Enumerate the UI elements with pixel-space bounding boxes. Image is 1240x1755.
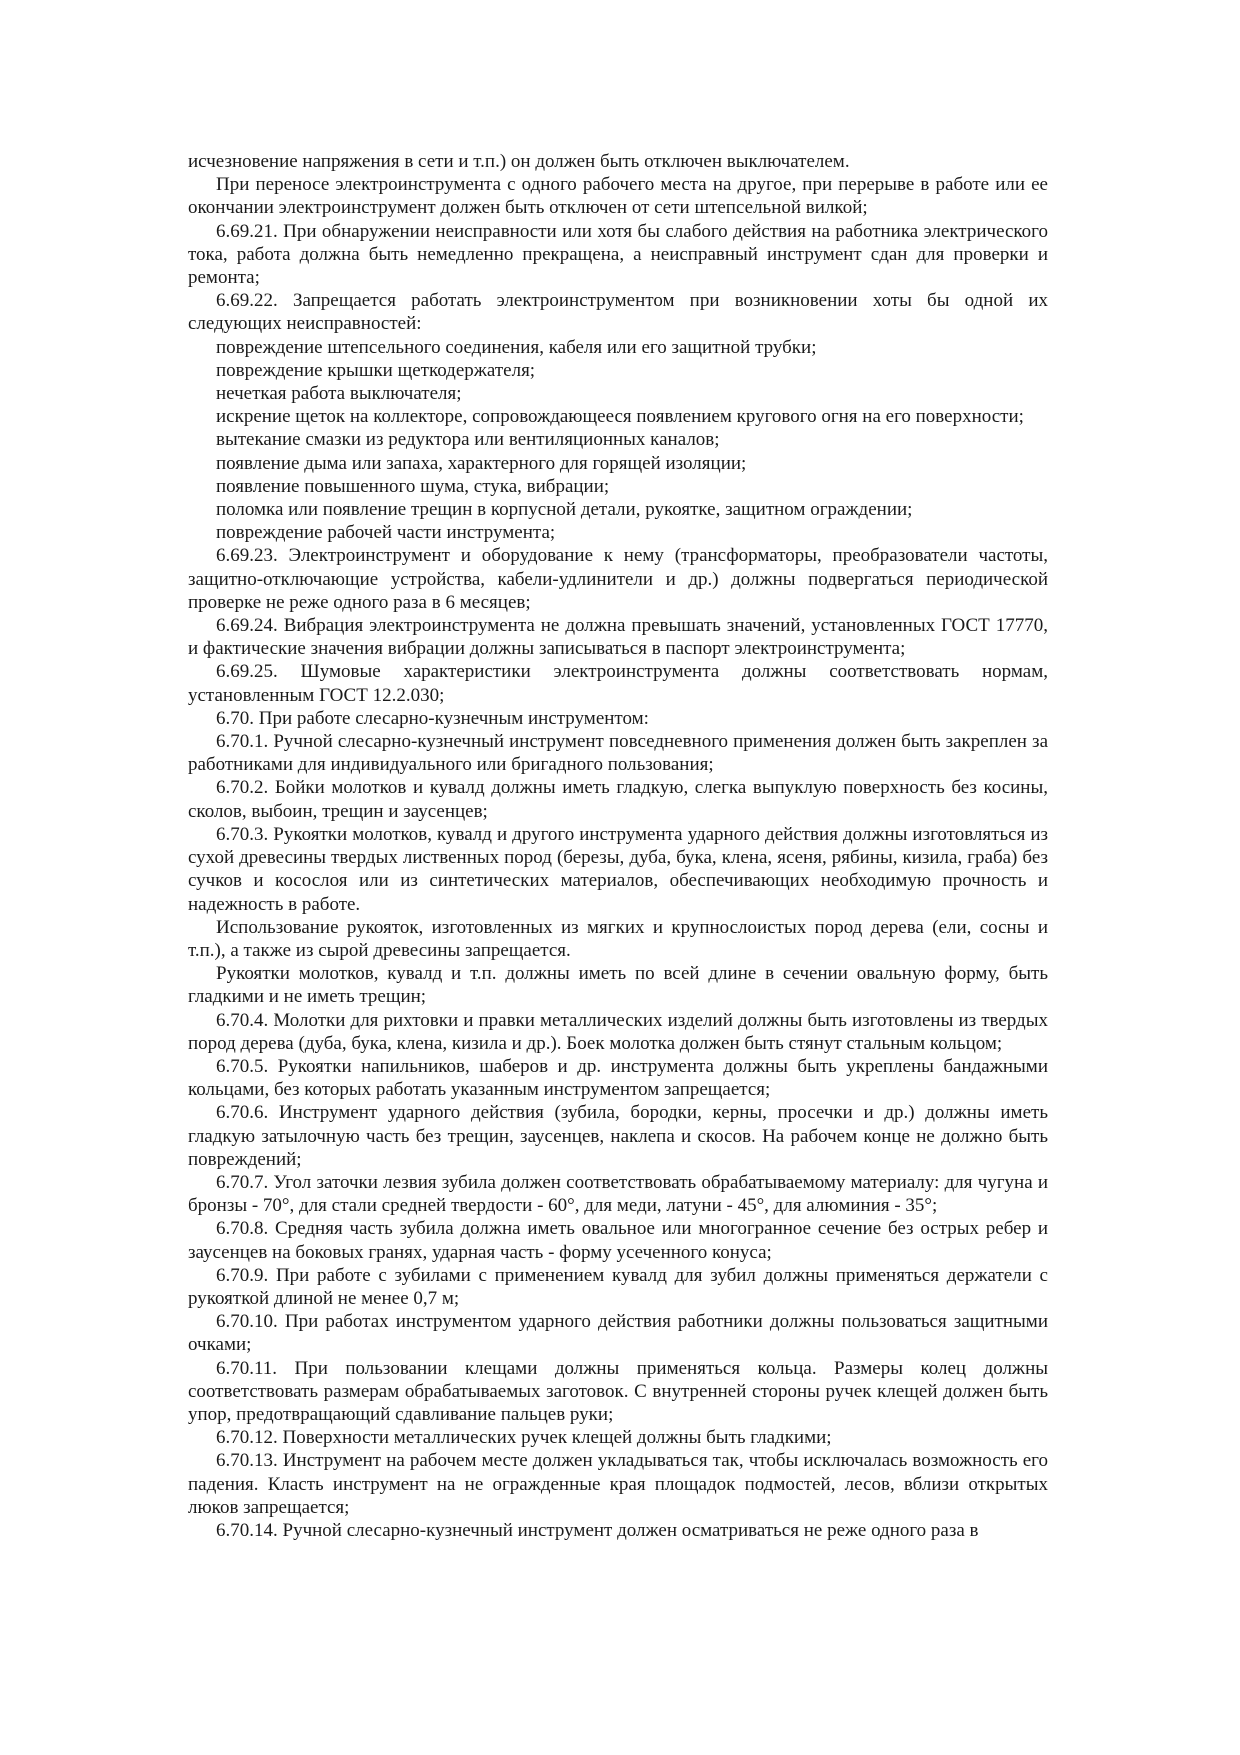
document-page [188,150,1048,1542]
document-paragraph: 6.70.1. Ручной слесарно-кузнечный инструмент повседневного применения должен быть закреплен за работниками для индивидуального или бригадного пользования; [188,731,1048,776]
document-paragraph: 6.70.12. Поверхности металлических ручек клещей должны быть гладкими; [216,1427,832,1449]
document-paragraph: 6.70.2. Бойки молотков и кувалд должны иметь гладкую, слегка выпуклую поверхность без косины, сколов, выбоин, трещин и заусенцев; [188,777,1048,822]
document-paragraph: 6.70.7. Угол заточки лезвия зубила должен соответствовать обрабатываемому материалу: для чугуна и бронзы - 70°, для стали средней твердости - 60°, для меди, латуни - 45°, для алюминия - 35°; [188,1171,1048,1217]
document-paragraph: 6.70.5. Рукоятки напильников, шаберов и др. инструмента должны быть укреплены бандажными кольцами, без которых работать указанным инструментом запрещается; [188,1055,1048,1101]
document-paragraph: 6.70. При работе слесарно-кузнечным инструментом: [216,707,649,729]
document-paragraph: исчезновение напряжения в сети и т.п.) он должен быть отключен выключателем. [188,151,850,172]
document-paragraph: нечеткая работа выключателя; [216,383,462,405]
document-paragraph: 6.70.11. При пользовании клещами должны применяться кольца. Размеры колец должны соответствовать размерам обрабатываемых заготовок. С внутренней стороны ручек клещей должен быть упор, предотвращающий сдавливание пальцев руки; [188,1357,1048,1425]
document-paragraph: появление повышенного шума, стука, вибрации; [216,475,610,497]
document-paragraph: 6.69.23. Электроинструмент и оборудование к нему (трансформаторы, преобразователи частоты, защитно-отключающие устройства, кабели-удлинители и др.) должны подвергаться периодической проверке не реже одного раза в 6 месяцев; [188,545,1048,613]
document-paragraph: вытекание смазки из редуктора или вентиляционных каналов; [216,429,720,451]
document-paragraph: 6.70.9. При работе с зубилами с применением кувалд для зубил должны применяться держатели с рукояткой длиной не менее 0,7 м; [188,1264,1048,1309]
document-paragraph: 6.70.4. Молотки для рихтовки и правки металлических изделий должны быть изготовлены из твердых пород дерева (дуба, бука, клена, кизила и др.). Боек молотка должен быть стянут стальным кольцом; [188,1009,1048,1054]
document-paragraph: повреждение штепсельного соединения, кабеля или его защитной трубки; [216,336,817,358]
document-paragraph: 6.69.24. Вибрация электроинструмента не должна превышать значений, установленных ГОСТ 17770, и фактические значения вибрации должны записываться в паспорт электроинструмента; [188,615,1048,660]
document-paragraph: 6.69.22. Запрещается работать электроинструментом при возникновении хоты бы одной их следующих неисправностей: [188,290,1048,335]
document-paragraph: появление дыма или запаха, характерного для горящей изоляции; [216,452,747,474]
document-paragraph: поломка или появление трещин в корпусной детали, рукоятке, защитном ограждении; [216,499,913,521]
document-paragraph: повреждение рабочей части инструмента; [216,522,556,544]
document-paragraph: 6.70.3. Рукоятки молотков, кувалд и другого инструмента ударного действия должны изготовляться из сухой древесины твердых лиственных пород (березы, дуба, бука, клена, ясеня, рябины, кизила, граба) без сучков и косослоя или из синтетических материалов, обеспечивающих необходимую прочность и надежность в работе. [188,823,1048,915]
document-paragraph: При переносе электроинструмента с одного рабочего места на другое, при перерыве в работе или ее окончании электроинструмент должен быть отключен от сети штепсельной вилкой; [188,174,1048,219]
document-paragraph: 6.70.14. Ручной слесарно-кузнечный инструмент должен осматриваться не реже одного раза в [216,1519,979,1541]
document-paragraph: Рукоятки молотков, кувалд и т.п. должны иметь по всей длине в сечении овальную форму, быть гладкими и не иметь трещин; [188,963,1048,1008]
document-paragraph: 6.69.21. При обнаружении неисправности или хотя бы слабого действия на работника электрического тока, работа должна быть немедленно прекращена, а неисправный инструмент сдан для проверки и ремонта; [188,220,1048,289]
document-paragraph: 6.70.13. Инструмент на рабочем месте должен укладываться так, чтобы исключалась возможность его падения. Класть инструмент на не огражденные края площадок подмостей, лесов, вблизи открытых люков запрещается; [188,1450,1048,1518]
document-paragraph: 6.70.6. Инструмент ударного действия (зубила, бородки, керны, просечки и др.) должны иметь гладкую затылочную часть без трещин, заусенцев, наклепа и скосов. На рабочем конце не должно быть повреждений; [188,1102,1048,1170]
document-paragraph: 6.70.10. При работах инструментом ударного действия работники должны пользоваться защитными очками; [188,1311,1048,1356]
document-paragraph: Использование рукояток, изготовленных из мягких и крупнослоистых пород дерева (ели, сосны и т.п.), а также из сырой древесины запрещается. [188,916,1048,961]
document-paragraph: искрение щеток на коллекторе, сопровождающееся появлением кругового огня на его поверхности; [216,406,1024,428]
document-paragraph: 6.70.8. Средняя часть зубила должна иметь овальное или многогранное сечение без острых ребер и заусенцев на боковых гранях, ударная часть - форму усеченного конуса; [188,1218,1048,1263]
document-paragraph: 6.69.25. Шумовые характеристики электроинструмента должны соответствовать нормам, установленным ГОСТ 12.2.030; [188,661,1048,706]
document-paragraph: повреждение крышки щеткодержателя; [216,359,536,381]
